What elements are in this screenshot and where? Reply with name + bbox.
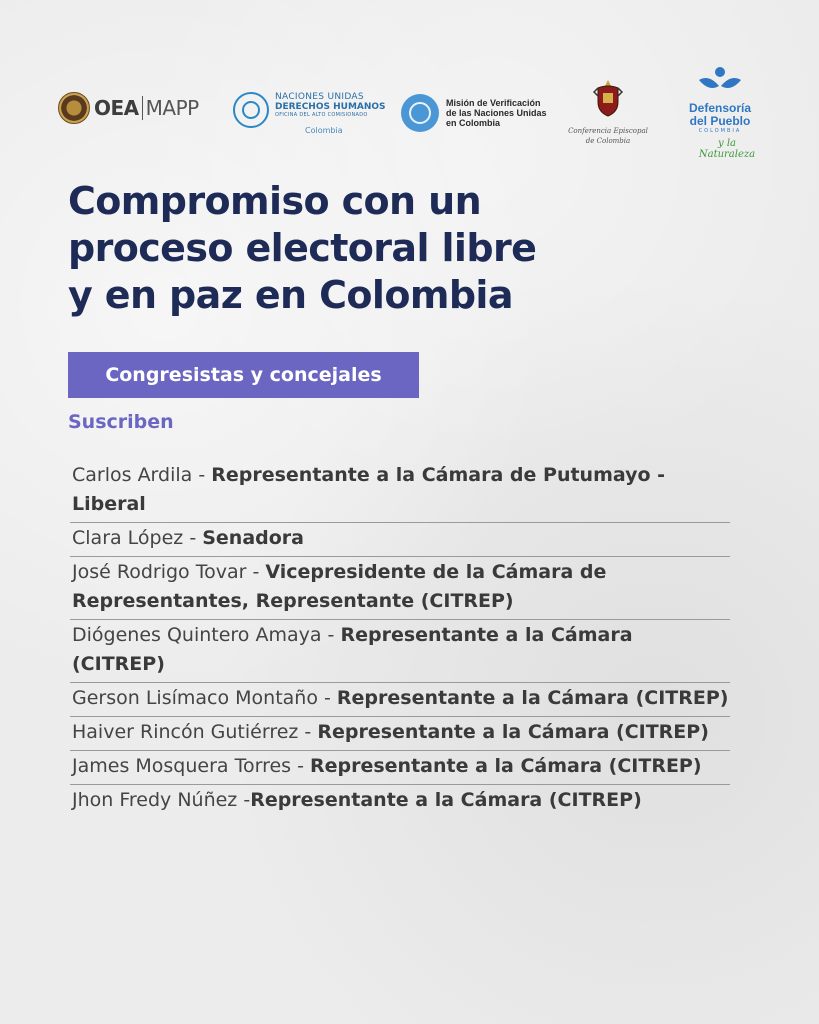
signatory-name: Gerson Lisímaco Montaño -: [72, 687, 337, 709]
oea-seal-icon: [58, 92, 90, 124]
list-item: [70, 785, 730, 818]
list-item: [70, 683, 730, 717]
signatory-name: Clara López -: [72, 527, 203, 549]
signatory-role: Representante a la Cámara (CITREP): [336, 687, 729, 709]
un-mission-logo: [401, 94, 547, 132]
un-dh-country: Colombia: [305, 126, 343, 135]
signatory-name: Carlos Ardila -: [72, 464, 212, 486]
defensoria-tagline: y la Naturaleza: [698, 138, 756, 160]
logo-bar: [58, 62, 768, 172]
un-dh-line1: NACIONES UNIDAS: [275, 92, 364, 102]
signatory-role: Representante a la Cámara (CITREP): [317, 721, 709, 743]
defensoria-logo: [680, 64, 760, 160]
subscribe-heading: Suscriben: [68, 411, 174, 433]
signatory-name: Haiver Rincón Gutiérrez -: [72, 721, 318, 743]
doves-icon: [695, 64, 745, 98]
defensoria-line1: Defensoría: [688, 101, 752, 115]
un-mission-line2: de las Naciones Unidas: [446, 108, 547, 118]
signatory-role: Vicepresidente de la Cámara de Representantes, Representante (CITREP): [72, 561, 607, 612]
signatory-role: Representante a la Cámara (CITREP): [309, 755, 702, 777]
un-human-rights-logo: [233, 92, 386, 135]
signatory-name: James Mosquera Torres -: [72, 755, 310, 777]
signatory-name: José Rodrigo Tovar -: [72, 561, 266, 583]
mapp-text: MAPP: [145, 96, 199, 120]
episcopal-conference-logo: [568, 78, 648, 146]
title-line-3: y en paz en Colombia: [68, 273, 513, 317]
coat-of-arms-icon: [593, 78, 623, 118]
defensoria-country: COLOMBIA: [698, 128, 742, 134]
un-mission-line1: Misión de Verificación: [446, 98, 541, 108]
signatory-list: [70, 460, 730, 818]
signatory-role: Senadora: [202, 527, 304, 549]
logo-divider: [142, 96, 143, 120]
un-globe-icon: [401, 94, 439, 132]
signatory-role: Representante a la Cámara (CITREP): [250, 789, 642, 811]
un-emblem-icon: [233, 92, 269, 128]
title-line-1: Compromiso con un: [68, 179, 482, 223]
list-item: [70, 557, 730, 620]
title-line-2: proceso electoral libre: [68, 226, 537, 270]
oea-mapp-logo: [58, 92, 199, 124]
list-item: [70, 523, 730, 557]
oea-text: OEA: [94, 96, 139, 120]
signatory-name: Diógenes Quintero Amaya -: [72, 624, 341, 646]
category-banner: Congresistas y concejales: [68, 352, 419, 398]
defensoria-line2: del Pueblo: [689, 114, 751, 128]
list-item: [70, 751, 730, 785]
un-dh-line3: OFICINA DEL ALTO COMISIONADO: [275, 112, 368, 118]
episcopal-line1: Conferencia Episcopal: [568, 127, 648, 135]
list-item: [70, 717, 730, 751]
list-item: [70, 460, 730, 523]
un-dh-line2: DERECHOS HUMANOS: [275, 102, 386, 112]
un-mission-line3: en Colombia: [446, 118, 501, 128]
signatory-role: Representante a la Cámara (CITREP): [72, 624, 633, 675]
signatory-role: Representante a la Cámara de Putumayo - Liberal: [72, 464, 666, 515]
page-title: [68, 178, 668, 319]
list-item: [70, 620, 730, 683]
episcopal-line2: de Colombia: [585, 137, 631, 145]
signatory-name: Jhon Fredy Núñez -: [72, 789, 251, 811]
